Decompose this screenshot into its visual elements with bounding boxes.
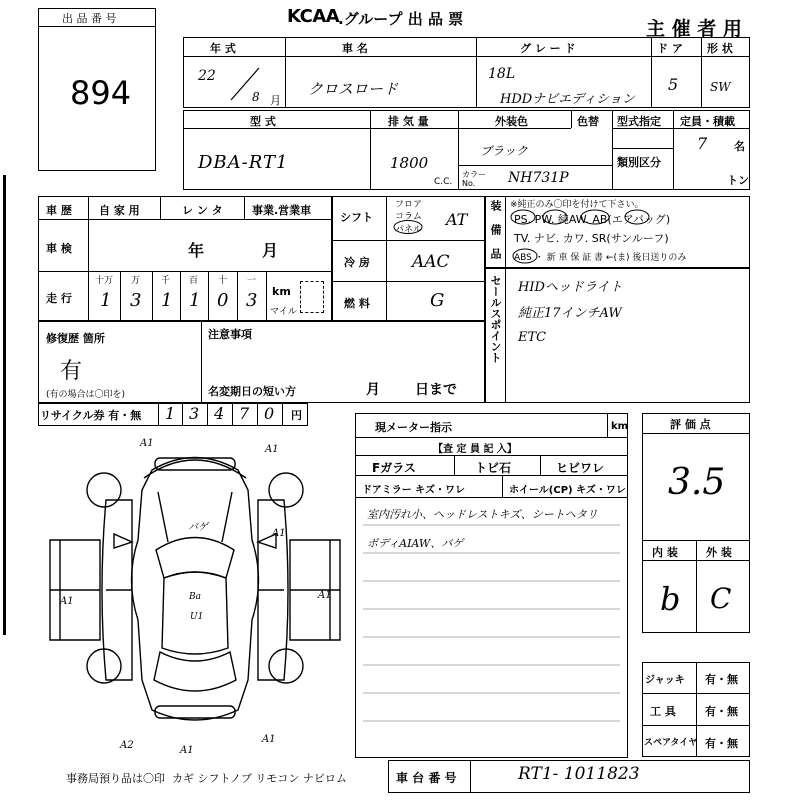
spare-tire-value: 有・無 <box>705 737 738 750</box>
interior-value: b <box>660 580 681 618</box>
business-use-label: 事業.営業車 <box>252 204 312 217</box>
rental-label: レ ン タ <box>182 204 223 217</box>
shape-value: SW <box>710 80 731 94</box>
shift-panel-label: パネル <box>395 225 423 235</box>
equipment-line-2: TV. ナビ. カワ. SR(サンルーフ) <box>514 232 669 245</box>
jack-value: 有・無 <box>705 673 738 686</box>
grade-value-2: HDDナビエディション <box>500 92 635 107</box>
exterior-color-label: 外装色 <box>495 115 528 128</box>
displacement-value: 1800 <box>390 154 429 172</box>
mileage-digit: 1 <box>100 290 112 311</box>
capacity-unit: 名 <box>734 140 745 153</box>
door-label: ド ア <box>657 42 683 55</box>
shift-label: シフト <box>340 211 373 224</box>
capacity-label: 定員・積載 <box>680 115 735 128</box>
sales-point-3: ETC <box>518 330 547 345</box>
digit-header-1k: 千 <box>161 276 171 286</box>
digit-header-100k: 十万 <box>95 276 114 286</box>
repair-label: 修復歴 箇所 <box>46 332 105 345</box>
brand-logo: KCAA <box>287 6 340 27</box>
inspection-label: 車 検 <box>46 242 72 255</box>
year-value: 22 <box>198 68 216 84</box>
tools-value: 有・無 <box>705 705 738 718</box>
year-label: 年 式 <box>210 42 236 55</box>
name-change-month: 月 <box>366 382 380 398</box>
car-name-label: 車 名 <box>342 42 368 55</box>
interior-label: 内 装 <box>652 546 678 559</box>
recycle-yen: 円 <box>291 409 302 422</box>
damage-mark: A1 <box>262 734 276 745</box>
door-value: 5 <box>668 75 679 94</box>
category-label: 類別区分 <box>617 156 661 169</box>
damage-mark: バゲ <box>188 522 208 533</box>
repair-value: 有 <box>60 359 83 384</box>
damage-mark: A1 <box>140 438 154 449</box>
equipment-note: ※純正のみ〇印を付けて下さい。 <box>510 200 644 210</box>
spare-tire-label: スペアタイヤ <box>644 738 698 748</box>
recycle-digit: 3 <box>189 404 200 423</box>
mileage-digit: 3 <box>130 290 142 311</box>
month-value: 8 <box>252 90 260 104</box>
chassis-label: 車 台 番 号 <box>396 771 457 785</box>
notes-label: 注意事項 <box>208 328 252 341</box>
grade-value-1: 18L <box>488 66 516 82</box>
fglass-label: Fガラス <box>372 461 416 475</box>
damage-mark: A1 <box>265 444 279 455</box>
wheel-label: ホイール(CP) キズ・ワレ <box>509 485 626 496</box>
shift-value: AT <box>446 210 468 229</box>
form-title: .グループ 出 品 票 <box>338 10 464 28</box>
ac-value: AAC <box>412 252 450 272</box>
cc-unit: C.C. <box>434 177 453 187</box>
score-value: 3.5 <box>668 462 726 503</box>
damage-mark: A1 <box>180 745 194 756</box>
ac-label: 冷 房 <box>344 256 370 269</box>
recycle-digit: 1 <box>165 404 176 423</box>
equipment-circles <box>505 205 750 265</box>
recycle-digit: 0 <box>264 404 275 423</box>
inspector-lines <box>355 497 628 757</box>
name-change-label: 名変期日の短い方 <box>208 385 296 398</box>
shape-label: 形 状 <box>707 42 733 55</box>
mileage-digit: 1 <box>161 290 173 311</box>
meter-km: km <box>611 421 629 432</box>
shift-floor-label: フロア <box>395 200 423 210</box>
recycle-digit: 4 <box>214 404 225 423</box>
damage-mark: A1 <box>318 590 332 601</box>
equipment-line-3: ABS ・ 新 車 保 証 書 ←(ま) 後日送りのみ <box>514 253 687 263</box>
car-name-value: クロスロード <box>308 80 399 98</box>
scan-edge <box>3 175 6 635</box>
repair-note: (有の場合は〇印を) <box>46 390 126 400</box>
digit-header-1: 一 <box>247 276 257 286</box>
inspector-note-1: 室内汚れ小、ヘッドレストキズ、シートヘタリ <box>367 508 598 521</box>
mile-checkbox <box>300 281 324 313</box>
score-label: 評 価 点 <box>670 418 711 431</box>
meter-label: 現メーター指示 <box>375 421 452 434</box>
inspection-year-label: 年 <box>188 241 205 260</box>
door-mirror-label: ドアミラー キズ・ワレ <box>362 485 465 496</box>
digit-header-10k: 万 <box>131 276 141 286</box>
capacity-value: 7 <box>697 134 708 153</box>
km-label: km <box>272 285 291 298</box>
damage-mark: A1 <box>272 528 286 539</box>
office-items: 事務局預り品は〇印 カギ シフトノブ リモコン ナビロム <box>66 772 347 785</box>
listing-number-label: 出 品 番 号 <box>62 12 117 25</box>
fuel-value: G <box>430 290 445 311</box>
damage-mark: A1 <box>60 596 74 607</box>
digit-header-10: 十 <box>218 276 228 286</box>
damage-mark: U1 <box>190 612 204 622</box>
load-unit: トン <box>727 174 749 187</box>
history-label: 車 歴 <box>46 204 72 217</box>
month-unit: 月 <box>270 94 281 107</box>
recycle-label: リサイクル券 有・無 <box>40 409 142 422</box>
name-change-day: 日まで <box>415 382 457 398</box>
sales-point-2: 純正17インチAW <box>518 306 622 321</box>
organizer-label: 主 催 者 用 <box>646 18 742 40</box>
color-change-label: 色替 <box>577 115 599 128</box>
sales-points-label: セールスポイント <box>489 275 502 363</box>
exterior-value: C <box>710 582 732 615</box>
mileage-digit: 0 <box>217 290 229 311</box>
displacement-label: 排 気 量 <box>388 115 429 128</box>
listing-number-value: 894 <box>70 74 132 112</box>
sales-point-1: HIDヘッドライト <box>518 280 623 295</box>
tools-label: 工 具 <box>650 705 676 718</box>
chassis-value: RT1- 1011823 <box>518 764 640 784</box>
model-value: DBA-RT1 <box>198 152 289 173</box>
inspector-heading: 【査 定 員 記 入】 <box>433 444 517 455</box>
damage-mark: Ba <box>189 592 201 602</box>
mileage-digit: 1 <box>189 290 201 311</box>
mileage-label: 走 行 <box>46 292 72 305</box>
exterior-label: 外 装 <box>706 546 732 559</box>
exterior-color-value: ブラック <box>480 144 528 158</box>
equipment-line-1: PS. PW. 純AW. AB(エアバッグ) <box>514 213 671 226</box>
recycle-digit: 7 <box>239 404 250 423</box>
equipment-label: 装 備 品 <box>489 200 502 259</box>
damage-mark: A2 <box>120 740 134 751</box>
grade-label: グ レ ー ド <box>520 42 576 55</box>
tobiishi-label: トビ石 <box>475 461 512 475</box>
digit-header-100: 百 <box>189 276 199 286</box>
color-no-value: NH731P <box>508 170 569 186</box>
hibiware-label: ヒビワレ <box>556 461 605 475</box>
fuel-label: 燃 料 <box>344 297 370 310</box>
private-use-label: 自 家 用 <box>99 204 140 217</box>
jack-label: ジャッキ <box>645 675 685 686</box>
shift-column-label: コラム <box>395 212 422 222</box>
panel-circle <box>392 219 424 235</box>
mileage-digit: 3 <box>246 290 258 311</box>
model-designation-label: 型式指定 <box>617 115 661 128</box>
inspector-note-2: ボディAIAW、バゲ <box>367 537 464 550</box>
color-no-label: カラーNo. <box>462 170 486 188</box>
model-label: 型 式 <box>250 115 276 128</box>
inspection-month-label: 月 <box>262 241 279 260</box>
mile-label: マイル <box>270 307 297 317</box>
